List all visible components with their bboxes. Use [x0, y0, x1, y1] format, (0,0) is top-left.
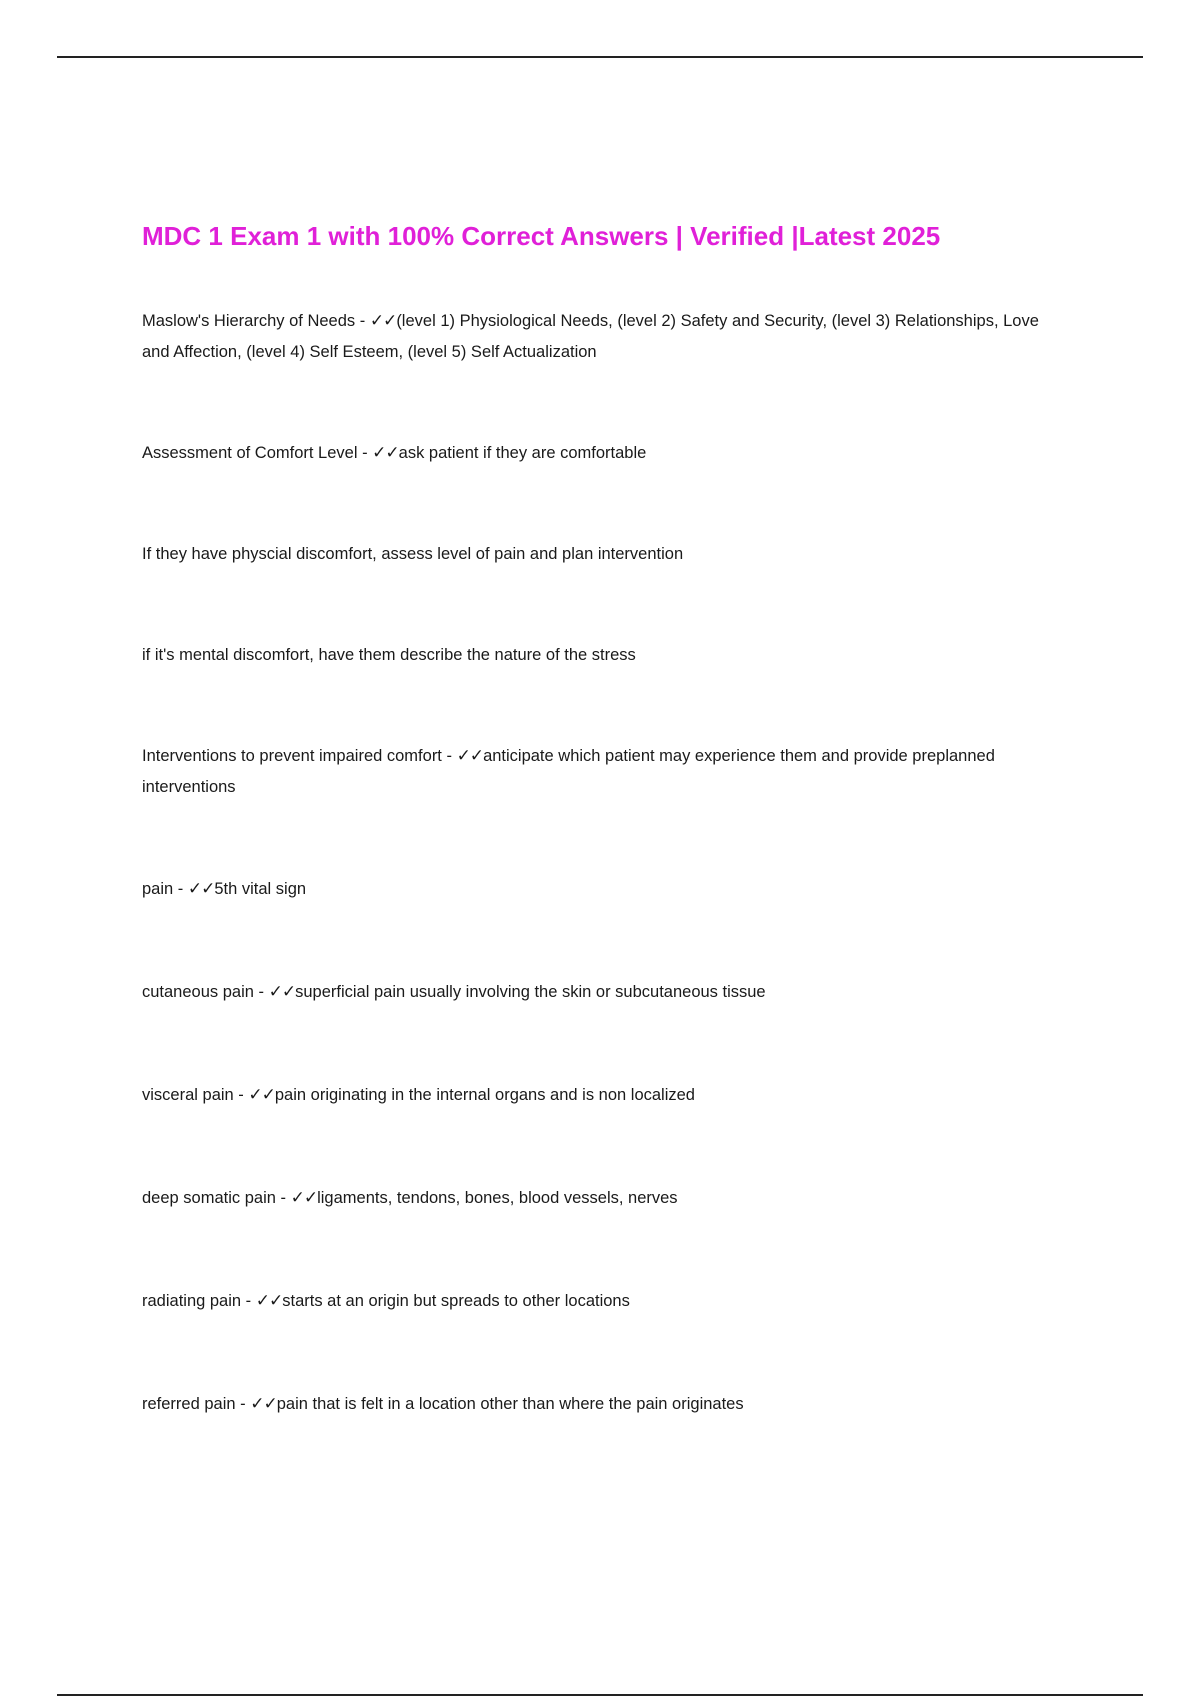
entry-answer: superficial pain usually involving the skin or subcutaneous tissue — [295, 983, 766, 1001]
check-icon: ✓✓ — [248, 1085, 275, 1105]
check-icon: ✓✓ — [290, 1188, 318, 1208]
entry-answer: 5th vital sign — [214, 880, 307, 898]
list-item — [142, 539, 1062, 570]
list-item — [142, 741, 1062, 803]
list-item — [142, 1183, 1062, 1214]
list-item — [142, 874, 1062, 905]
entry-term: Maslow's Hierarchy of Needs - — [142, 312, 370, 330]
check-icon: ✓✓ — [369, 311, 397, 331]
check-icon: ✓✓ — [255, 1291, 283, 1311]
entry-answer: ligaments, tendons, bones, blood vessels, nerves — [317, 1189, 678, 1207]
list-item — [142, 1286, 1062, 1317]
list-item — [142, 306, 1062, 368]
entry-answer: ask patient if they are comfortable — [398, 444, 647, 462]
check-icon: ✓✓ — [187, 879, 215, 899]
entry-term: deep somatic pain - — [142, 1189, 291, 1207]
check-icon: ✓✓ — [456, 746, 484, 766]
entry-term: if it's mental discomfort, have them describe the nature of the stress — [142, 646, 636, 664]
entry-term: Assessment of Comfort Level - — [142, 444, 373, 462]
document-page — [142, 214, 1062, 1420]
entry-term: cutaneous pain - — [142, 983, 269, 1001]
list-item — [142, 1080, 1062, 1111]
entry-answer: pain that is felt in a location other than where the pain originates — [276, 1395, 744, 1413]
footer-rule — [57, 1694, 1143, 1696]
entry-answer: pain originating in the internal organs and is non localized — [274, 1086, 695, 1104]
entry-term: radiating pain - — [142, 1292, 256, 1310]
list-item — [142, 1389, 1062, 1420]
entry-answer: (level 1) Physiological Needs, (level 2) Safety and Security, (level 3) Relationships, Love and Affection, (level 4) Self Esteem, (level 5) Self Actualization — [142, 312, 1039, 361]
check-icon: ✓✓ — [268, 982, 296, 1002]
entry-term: Interventions to prevent impaired comfort - — [142, 747, 457, 765]
list-item — [142, 640, 1062, 671]
check-icon: ✓✓ — [372, 443, 399, 463]
check-icon: ✓✓ — [250, 1394, 277, 1414]
list-item — [142, 977, 1062, 1008]
entry-term: If they have physcial discomfort, assess level of pain and plan intervention — [142, 545, 684, 563]
document-title: MDC 1 Exam 1 with 100% Correct Answers | Verified |Latest 2025 — [142, 221, 941, 251]
header-rule — [57, 56, 1143, 58]
entry-list — [142, 306, 1062, 1420]
entry-answer: anticipate which patient may experience them and provide preplanned interventions — [142, 747, 995, 796]
entry-term: pain - — [142, 880, 188, 898]
entry-term: referred pain - — [142, 1395, 251, 1413]
entry-answer: starts at an origin but spreads to other locations — [282, 1292, 630, 1310]
entry-term: visceral pain - — [142, 1086, 249, 1104]
list-item — [142, 438, 1062, 469]
